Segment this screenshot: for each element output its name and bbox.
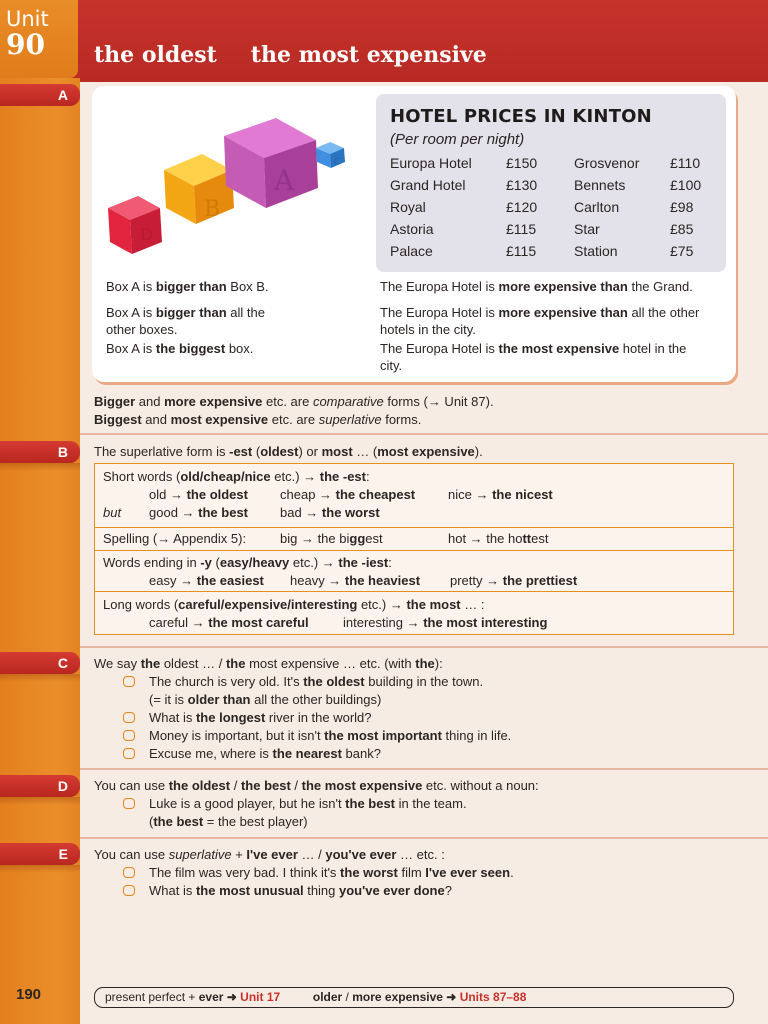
title-most-expensive: the most expensive: [250, 42, 487, 68]
hotel-row: [390, 155, 720, 177]
cross-reference-box: present perfect + ever ➜ Unit 17 older / more expensive ➜ Units 87–88: [94, 987, 734, 1008]
rules-row-divider-2: [95, 550, 733, 551]
hotel-price: £130: [506, 177, 538, 193]
hotel-name: Royal: [390, 199, 426, 215]
bullet-icon: [123, 712, 135, 723]
hotel-price: £110: [670, 155, 701, 171]
hotel-row: [390, 221, 720, 243]
cubes-illustration: [104, 112, 364, 262]
page-number: 190: [16, 986, 42, 1003]
section-c-shadow: [0, 674, 80, 682]
example-heavy: heavy → the heaviest: [290, 573, 421, 588]
example-nice: nice → the nicest: [448, 487, 553, 502]
example-old: old → the oldest: [149, 487, 248, 502]
section-c-intro: We say the oldest … / the most expensive … etc. (with the):: [94, 656, 443, 671]
hotel-name: Europa Hotel: [390, 155, 472, 171]
hotel-price: £120: [506, 199, 538, 215]
bullet-icon: [123, 748, 135, 759]
example-careful: careful → the most careful: [149, 615, 309, 630]
cube-b-letter: B: [204, 197, 221, 222]
rule-spelling: Spelling (→ Appendix 5):: [103, 531, 247, 546]
example-easy: easy → the easiest: [149, 573, 264, 588]
link-unit-17[interactable]: Unit 17: [240, 990, 281, 1004]
c-example-4: Excuse me, where is the nearest bank?: [123, 745, 381, 762]
margin-column: [0, 78, 80, 1024]
hotel-price: £115: [506, 221, 537, 237]
example-cheap: cheap → the cheapest: [280, 487, 416, 502]
superlative-note: Biggest and most expensive etc. are superlative forms.: [94, 412, 422, 427]
unit-tab: [0, 0, 78, 78]
example-bad: bad → the worst: [280, 505, 380, 520]
title-oldest: the oldest: [94, 42, 217, 68]
box-sentence-3: Box A is the biggest box.: [106, 341, 254, 356]
hotel-name: Grand Hotel: [390, 177, 466, 193]
but-label: but: [103, 505, 122, 520]
section-e-shadow: [0, 865, 80, 873]
example-good: good → the best: [149, 505, 248, 520]
hotel-name: Grosvenor: [574, 155, 640, 171]
section-b-shadow: [0, 463, 80, 471]
cube-a-letter: A: [274, 164, 295, 197]
bullet-icon: [123, 676, 135, 687]
rule-long-words: Long words (careful/expensive/interesting etc.) → the most … :: [103, 597, 485, 612]
bullet-icon: [123, 798, 135, 809]
hotel-prices-title: HOTEL PRICES IN KINTON: [390, 106, 652, 127]
page-title: [94, 42, 487, 68]
divider-b: [80, 433, 768, 435]
bullet-icon: [123, 885, 135, 896]
link-units-87-88[interactable]: Units 87–88: [459, 990, 527, 1004]
section-d-shadow: [0, 797, 80, 805]
example-pretty: pretty → the prettiest: [450, 573, 578, 588]
c-example-1-note: (= it is older than all the other buildings): [149, 692, 382, 707]
section-a-tab: A: [0, 84, 80, 106]
hotel-sentence-2: The Europa Hotel is more expensive than all the other hotels in the city.: [380, 305, 700, 337]
hotel-name: Star: [574, 221, 600, 237]
example-hot: hot → the hottest: [448, 531, 549, 546]
hotel-name: Carlton: [574, 199, 620, 215]
example-big: big → the biggest: [280, 531, 383, 546]
example-interesting: interesting → the most interesting: [343, 615, 548, 630]
hotel-price: £75: [670, 243, 694, 259]
hotel-sentence-1: The Europa Hotel is more expensive than the Grand.: [380, 279, 693, 294]
unit-word: Unit: [6, 7, 49, 31]
hotel-row: [390, 199, 720, 221]
section-b-intro: The superlative form is -est (oldest) or most … (most expensive).: [94, 444, 483, 459]
e-example-2: What is the most unusual thing you've ever done?: [123, 882, 452, 899]
cube-a: [224, 118, 318, 208]
c-example-1: The church is very old. It's the oldest building in the town.: [123, 673, 483, 690]
divider-c: [80, 646, 768, 648]
rules-row-divider-1: [95, 527, 733, 528]
rule-short-words: Short words (old/cheap/nice etc.) → the -est:: [103, 469, 370, 484]
section-d-intro: You can use the oldest / the best / the most expensive etc. without a noun:: [94, 778, 539, 793]
hotel-sentence-3: The Europa Hotel is the most expensive hotel in the city.: [380, 341, 687, 373]
d-example-1-note: (the best = the best player): [149, 814, 308, 829]
cube-d-letter: D: [140, 225, 153, 244]
unit-number: 90: [6, 28, 45, 61]
section-b-tab: B: [0, 441, 80, 463]
box-sentence-2: Box A is bigger than all the other boxes.: [106, 305, 265, 337]
box-sentence-1: Box A is bigger than Box B.: [106, 279, 269, 294]
c-example-3: Money is important, but it isn't the most important thing in life.: [123, 727, 511, 744]
divider-d: [80, 768, 768, 770]
hotel-row: [390, 243, 720, 265]
cube-c: [316, 142, 345, 168]
divider-e: [80, 837, 768, 839]
cube-d: [108, 196, 162, 254]
hotel-prices-subtitle: (Per room per night): [390, 131, 525, 148]
c-example-2: What is the longest river in the world?: [123, 709, 372, 726]
hotel-price: £115: [506, 243, 537, 259]
e-example-1: The film was very bad. I think it's the worst film I've ever seen.: [123, 864, 514, 881]
section-c-tab: C: [0, 652, 80, 674]
hotel-name: Bennets: [574, 177, 626, 193]
section-d-tab: D: [0, 775, 80, 797]
section-e-tab: E: [0, 843, 80, 865]
section-e-intro: You can use superlative + I've ever … / you've ever … etc. :: [94, 847, 445, 862]
hotel-name: Palace: [390, 243, 433, 259]
hotel-prices-table: [390, 155, 720, 265]
hotel-name: Station: [574, 243, 618, 259]
cube-c-letter: C: [334, 157, 340, 166]
header-band: [0, 0, 768, 82]
bullet-icon: [123, 730, 135, 741]
rules-row-divider-3: [95, 591, 733, 592]
cube-b: [164, 154, 234, 224]
hotel-price: £100: [670, 177, 702, 193]
hotel-name: Astoria: [390, 221, 434, 237]
hotel-price: £98: [670, 199, 694, 215]
d-example-1: Luke is a good player, but he isn't the best in the team.: [123, 795, 467, 812]
comparative-note: Bigger and more expensive etc. are comparative forms (→ Unit 87).: [94, 394, 494, 409]
hotel-row: [390, 177, 720, 199]
hotel-price: £85: [670, 221, 694, 237]
rule-y-words: Words ending in -y (easy/heavy etc.) → the -iest:: [103, 555, 392, 570]
bullet-icon: [123, 867, 135, 878]
hotel-price: £150: [506, 155, 538, 171]
